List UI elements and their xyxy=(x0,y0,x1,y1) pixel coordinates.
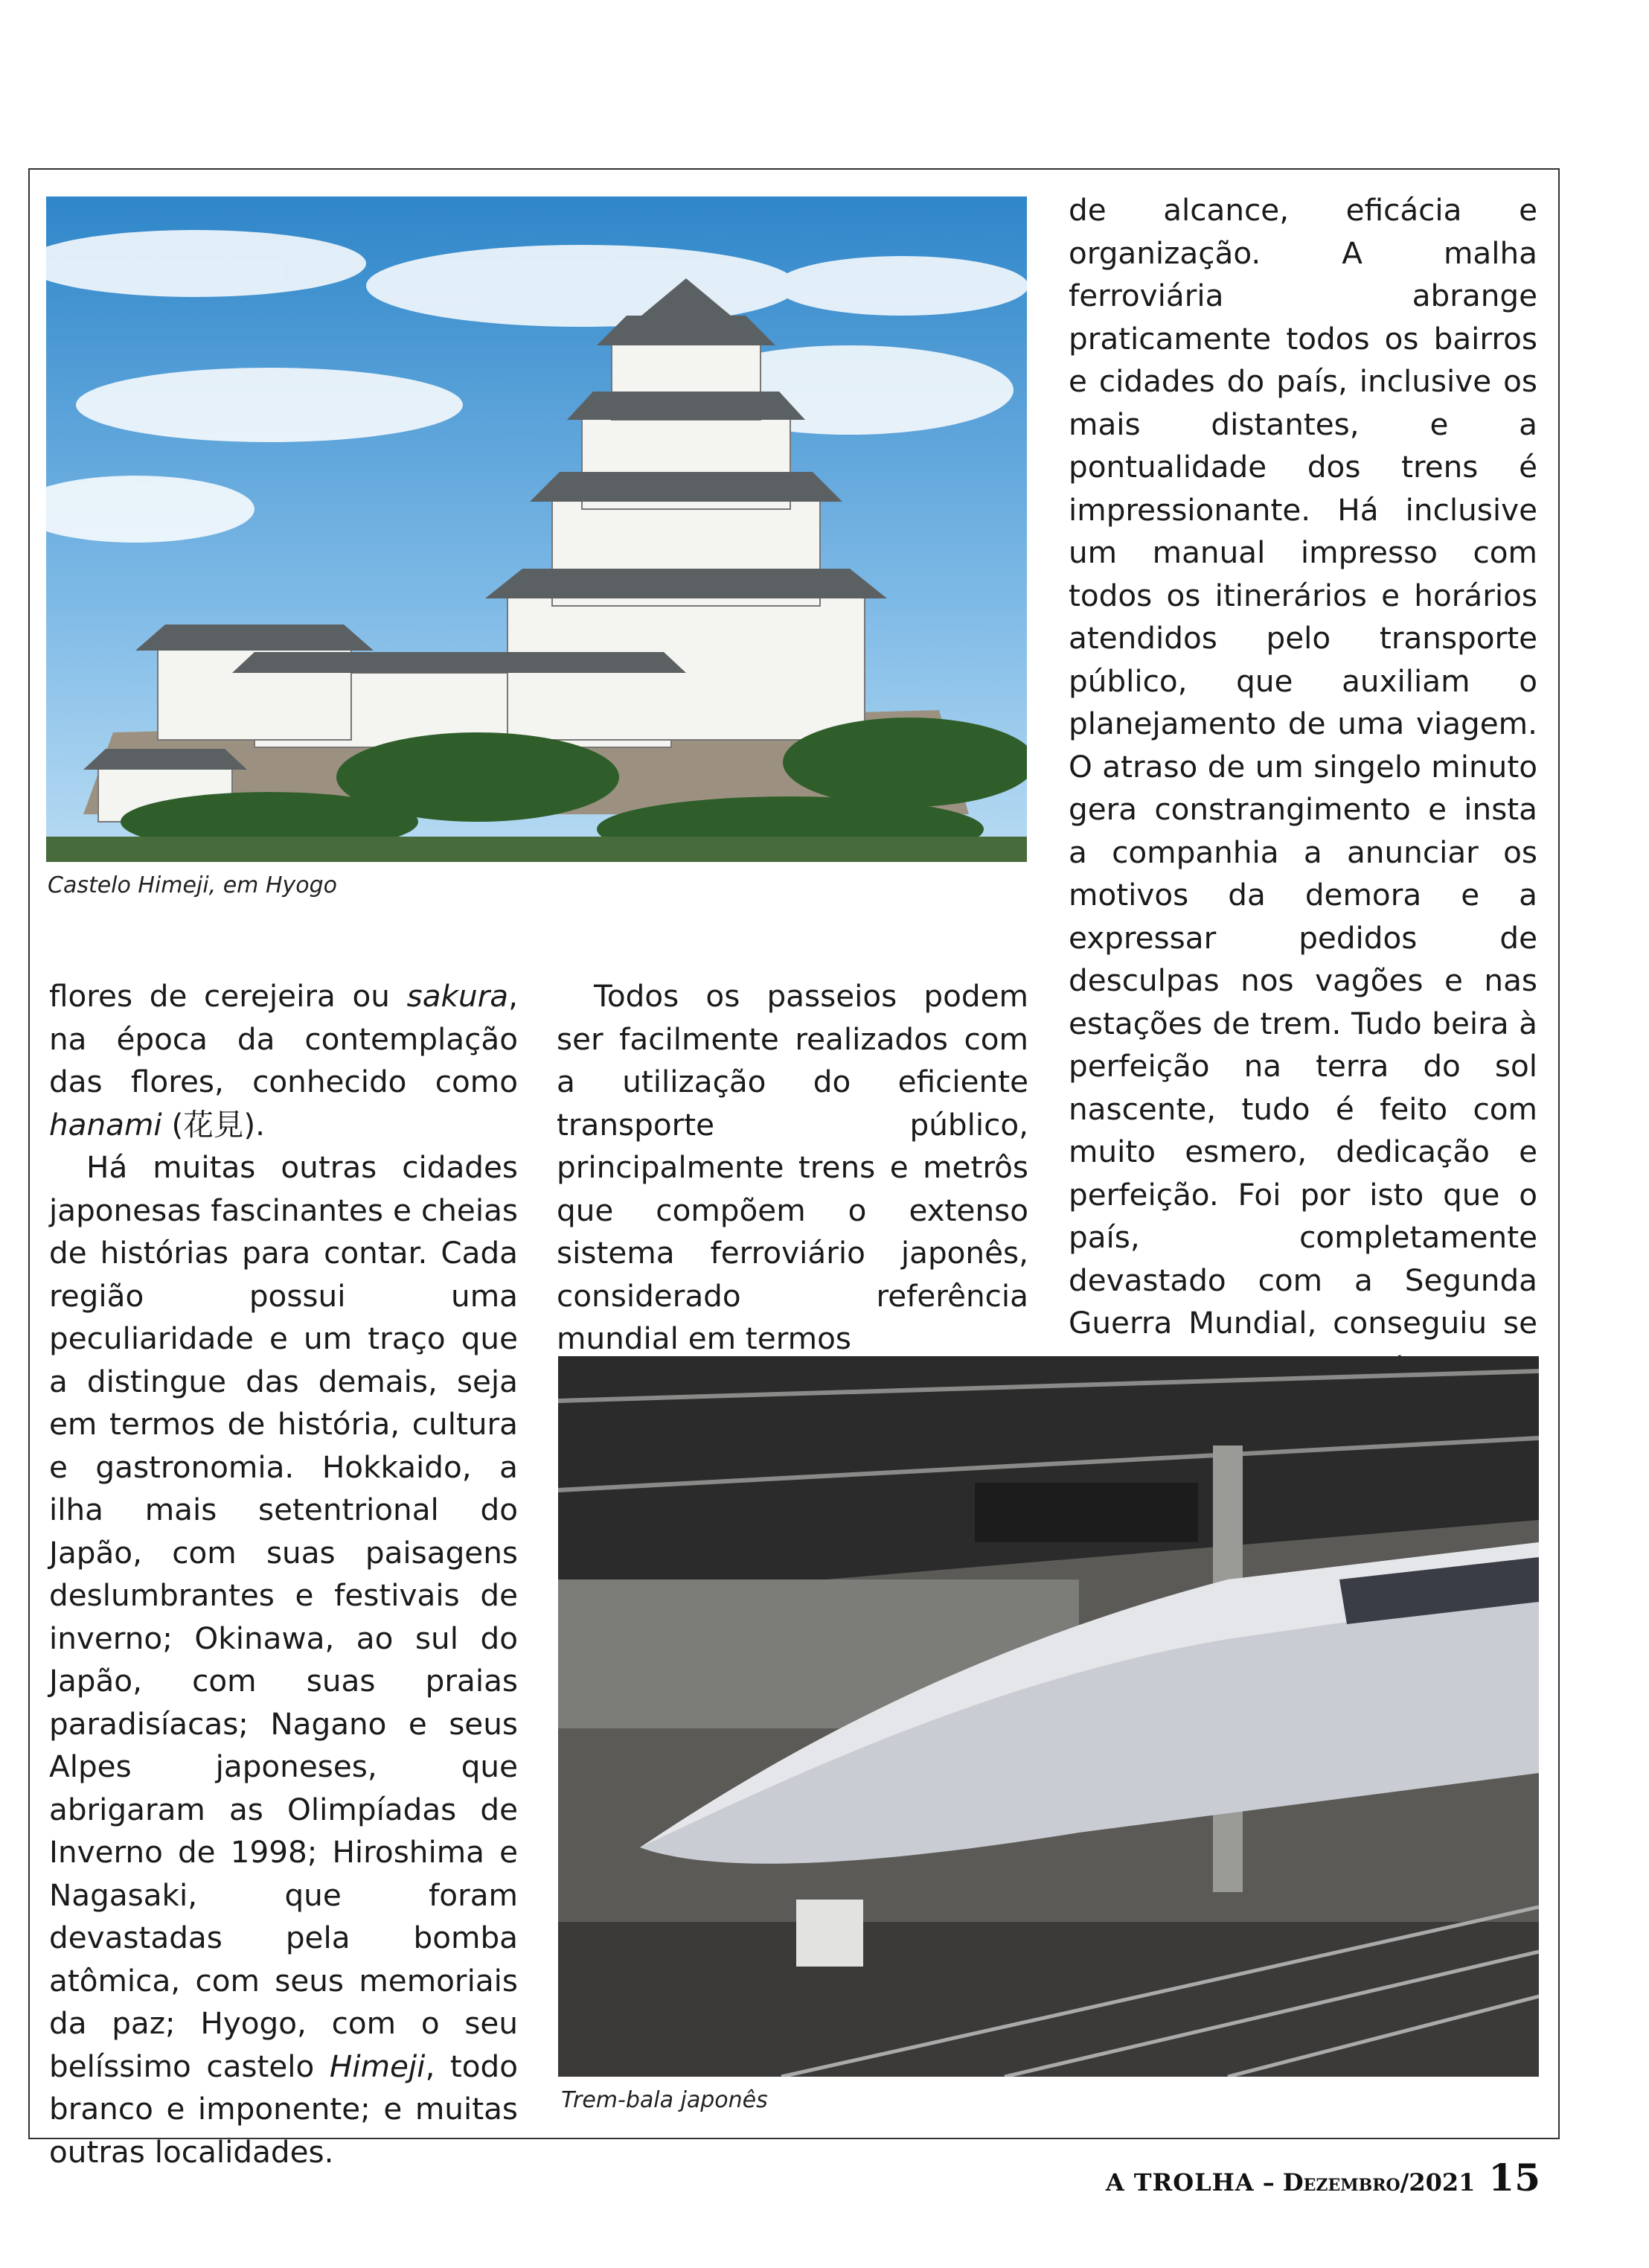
paragraph: Há muitas outras cidades japonesas fascinantes e cheias de histórias para contar. Cada região possui uma peculiaridade e um traço que a distingue das demais, seja em termos de história, cultura e gastronomia. Hokkaido, a ilha mais setentrional do Japão, com suas paisagens deslumbrantes e festivais de inverno; Okinawa, ao sul do Japão, com suas praias paradisíacas; Nagano e seus Alpes japoneses, que abrigaram as Olimpíadas de Inverno de 1998; Hiroshima e Nagasaki, que foram devastadas pela bomba atômica, com seus memoriais da paz; Hyogo, com o seu belíssimo castelo Himeji, todo branco e imponente; e muitas outras localidades. xyxy=(49,1149,518,2170)
text-column-left xyxy=(49,975,518,2173)
issue-date: Dezembro/2021 xyxy=(1282,2168,1476,2197)
castle-photo xyxy=(46,197,1027,862)
paragraph: de alcance, eficácia e organização. A malha ferroviária abrange praticamente todos os bairros e cidades do país, inclusive os mais distantes, e a pontualidade dos trens é impressionante. Há inclusive um manual impresso com todos os itinerários e horários atendidos pelo transporte público, que auxiliam o planejamento de uma viagem. O atraso de um singelo minuto gera constrangimento e insta a companhia a anunciar os motivos da demora e a expressar pedidos de desculpas nos vagões e nas estações de trem. Tudo beira à perfeição na terra do sol nascente, tudo é feito com muito esmero, dedicação e perfeição. Foi por isto que o país, completamente devastado com a Segunda Guerra Mundial, conseguiu se xyxy=(1069,192,1537,1341)
text-column-middle xyxy=(557,975,1028,1361)
page-footer xyxy=(1106,2156,1540,2200)
bullet-train-photo xyxy=(558,1356,1539,2077)
text-column-right xyxy=(1069,189,1537,1431)
paragraph: Todos os passeios podem ser facilmente realizados com a utilização do eficiente transporte público, principalmente trens e metrôs que compõem o extenso sistema ferroviário japonês, considerado referência mundial em termos xyxy=(557,978,1028,1356)
paragraph: flores de cerejeira ou sakura, na época da contemplação das flores, conhecido como hanami (花見). xyxy=(49,978,518,1143)
footer-separator: – xyxy=(1254,2168,1283,2197)
castle-caption: Castelo Himeji, em Hyogo xyxy=(48,872,338,898)
page-number: 15 xyxy=(1488,2156,1540,2200)
train-caption: Trem-bala japonês xyxy=(561,2087,768,2113)
magazine-name: A TROLHA xyxy=(1105,2168,1255,2197)
